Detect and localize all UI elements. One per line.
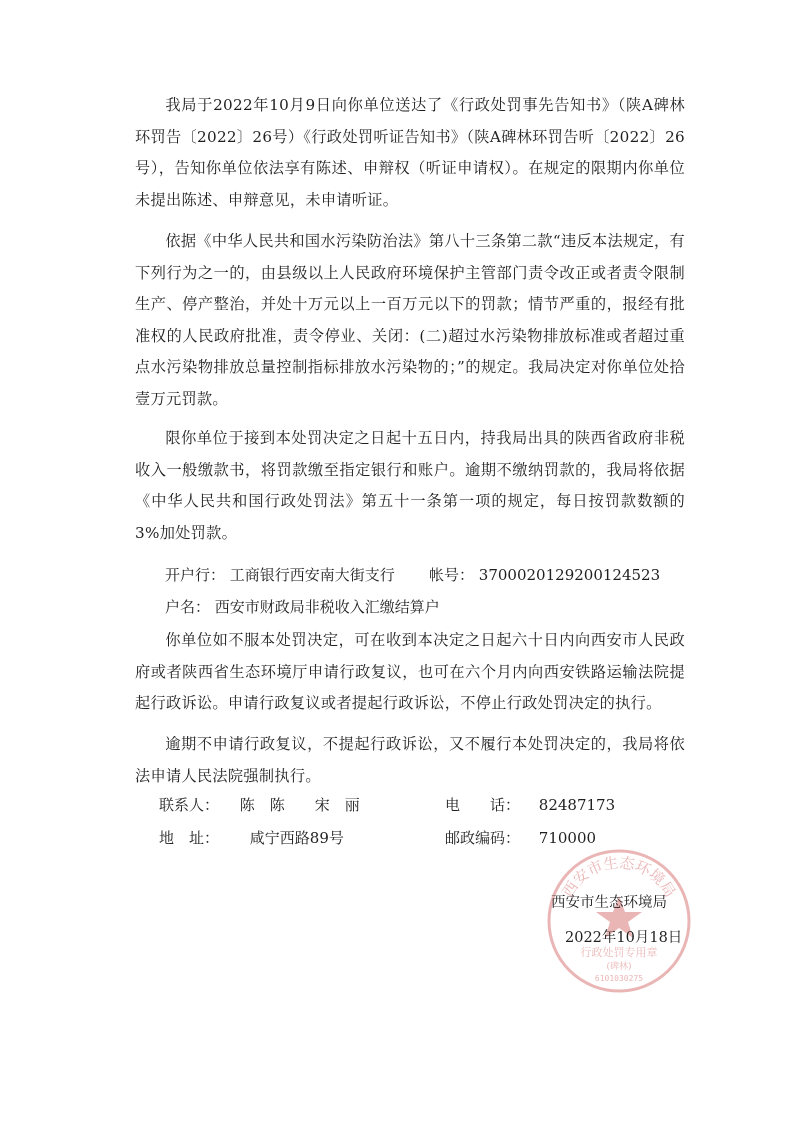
- phone-value: 82487173: [538, 796, 616, 814]
- payee-label: 户名：: [165, 598, 211, 616]
- bank-value: 工商银行西安南大街支行: [229, 566, 395, 584]
- seal-sub: (碑林): [606, 962, 632, 972]
- seal-text-top: 西安市生态环境局: [558, 853, 680, 901]
- address-label: 地 址：: [159, 829, 220, 847]
- paragraph-legal-basis: 依据《中华人民共和国水污染防治法》第八十三条第二款“违反本法规定，有下列行为之一的，由县级以上人民政府环境保护主管部门责令改正或者责令限制生产、停产整治，并处十万元以上一百万元以下的罚款；情节严重的，报经有批准权的人民政府批准，责令停业、关闭：(二)超过水污染物排放标准或者超过重点水污染物排放总量控制指标排放水污染物的；”的规定。我局决定对你单位处拾壹万元罚款。: [135, 232, 685, 408]
- paragraph-notice: 我局于2022年10月9日向你单位送达了《行政处罚事先告知书》（陕A碑林环罚告〔2022〕26号）《行政处罚听证告知书》（陕A碑林环罚告听〔2022〕26号），告知你单位依法享有陈述、申辩权（听证申请权）。在规定的限期内你单位未提出陈述、申辩意见，未申请听证。: [135, 96, 685, 209]
- seal-code: 6101030275: [594, 974, 644, 983]
- address-line: [159, 827, 344, 849]
- official-seal: [546, 848, 692, 994]
- postcode-line: [445, 827, 596, 849]
- address-value: 咸宁西路89号: [249, 829, 344, 847]
- paragraph-appeal: 你单位如不服本处罚决定，可在收到本决定之日起六十日内向西安市人民政府或者陕西省生态环境厅申请行政复议，也可在六个月内向西安铁路运输法院提起行政诉讼。申请行政复议或者提起行政诉讼，不停止行政处罚决定的执行。: [135, 631, 685, 712]
- account-line: [429, 564, 660, 586]
- issue-date: 2022年10月18日: [565, 930, 683, 946]
- seal-text-bottom: 行政处罚专用章: [580, 946, 658, 959]
- bank-label: 开户行：: [165, 566, 226, 584]
- account-label: 帐号：: [429, 566, 475, 584]
- phone-line: [445, 794, 615, 816]
- payee-value: 西安市财政局非税收入汇缴结算户: [214, 598, 440, 616]
- postcode-label: 邮政编码：: [445, 829, 521, 847]
- contact-value: 陈 陈 宋 丽: [239, 796, 360, 814]
- phone-label: 电 话：: [445, 796, 521, 814]
- postcode-value: 710000: [538, 829, 597, 847]
- paragraph-enforcement: 逾期不申请行政复议，不提起行政诉讼，又不履行本处罚决定的，我局将依法申请人民法院强制执行。: [135, 735, 685, 785]
- contact-label: 联系人：: [159, 796, 220, 814]
- payee-line: [165, 596, 440, 618]
- bank-line: [165, 564, 395, 586]
- signer: 西安市生态环境局: [551, 895, 667, 911]
- contact-line: [159, 794, 360, 816]
- paragraph-payment: 限你单位于接到本处罚决定之日起十五日内，持我局出具的陕西省政府非税收入一般缴款书，将罚款缴至指定银行和账户。逾期不缴纳罚款的，我局将依据《中华人民共和国行政处罚法》第五十一条第一项的规定，每日按罚款数额的3%加处罚款。: [135, 429, 685, 542]
- account-value: 3700020129200124523: [478, 566, 661, 584]
